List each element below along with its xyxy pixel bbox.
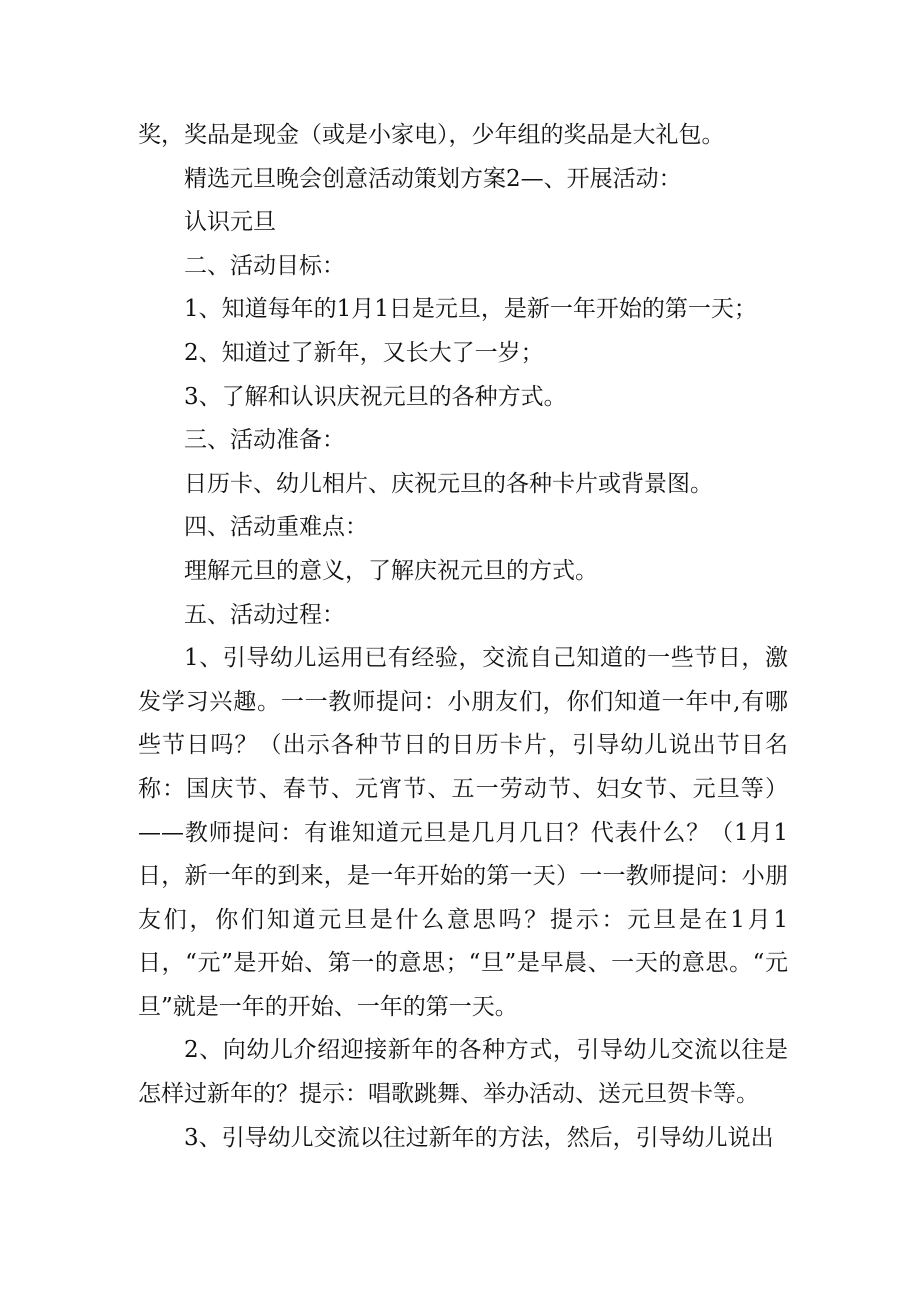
paragraph-plan-title: 精选元旦晚会创意活动策划方案2—、开展活动： <box>184 165 682 192</box>
key-points-text: 理解元旦的意义，了解庆祝元旦的方式。 <box>184 557 598 584</box>
paragraph-activity-name: 认识元旦 <box>184 209 276 236</box>
goal-item-1: 1、知道每年的1月1日是元旦，是新一年开始的第一天； <box>184 296 757 323</box>
preparation-text: 日历卡、幼儿相片、庆祝元旦的各种卡片或背景图。 <box>184 470 713 497</box>
section-heading-key-points: 四、活动重难点： <box>184 514 368 541</box>
document-body <box>138 114 788 1160</box>
paragraph-continuation: 奖，奖品是现金（或是小家电），少年组的奖品是大礼包。 <box>138 122 725 148</box>
process-step-2: 2、向幼儿介绍迎接新年的各种方式，引导幼儿交流以往是怎样过新年的？提示：唱歌跳舞、举办活动、送元旦贺卡等。 <box>138 1037 788 1108</box>
section-heading-process: 五、活动过程： <box>184 601 345 628</box>
section-heading-preparation: 三、活动准备： <box>184 427 345 454</box>
section-heading-goals: 二、活动目标： <box>184 252 345 279</box>
goal-item-2: 2、知道过了新年，又长大了一岁； <box>184 339 544 366</box>
process-step-3: 3、引导幼儿交流以往过新年的方法，然后，引导幼儿说出 <box>184 1124 774 1151</box>
goal-item-3: 3、了解和认识庆祝元旦的各种方式。 <box>184 383 567 410</box>
process-step-1: 1、引导幼儿运用已有经验，交流自己知道的一些节日，激发学习兴趣。一一教师提问：小朋友们，你们知道一年中,有哪些节日吗？（出示各种节日的日历卡片，引导幼儿说出节日名称：国庆节、春节、元宵节、五一劳动节、妇女节、元旦等）——教师提问：有谁知道元旦是几月几日？代表什么？（1月1日，新一年的到来，是一年开始的第一天）一一教师提问：小朋友们，你们知道元旦是什么意思吗？提示：元旦是在1月1日，“元”是开始、第一的意思；“旦”是早晨、一天的意思。“元旦”就是一年的开始、一年的第一天。 <box>138 645 788 1020</box>
